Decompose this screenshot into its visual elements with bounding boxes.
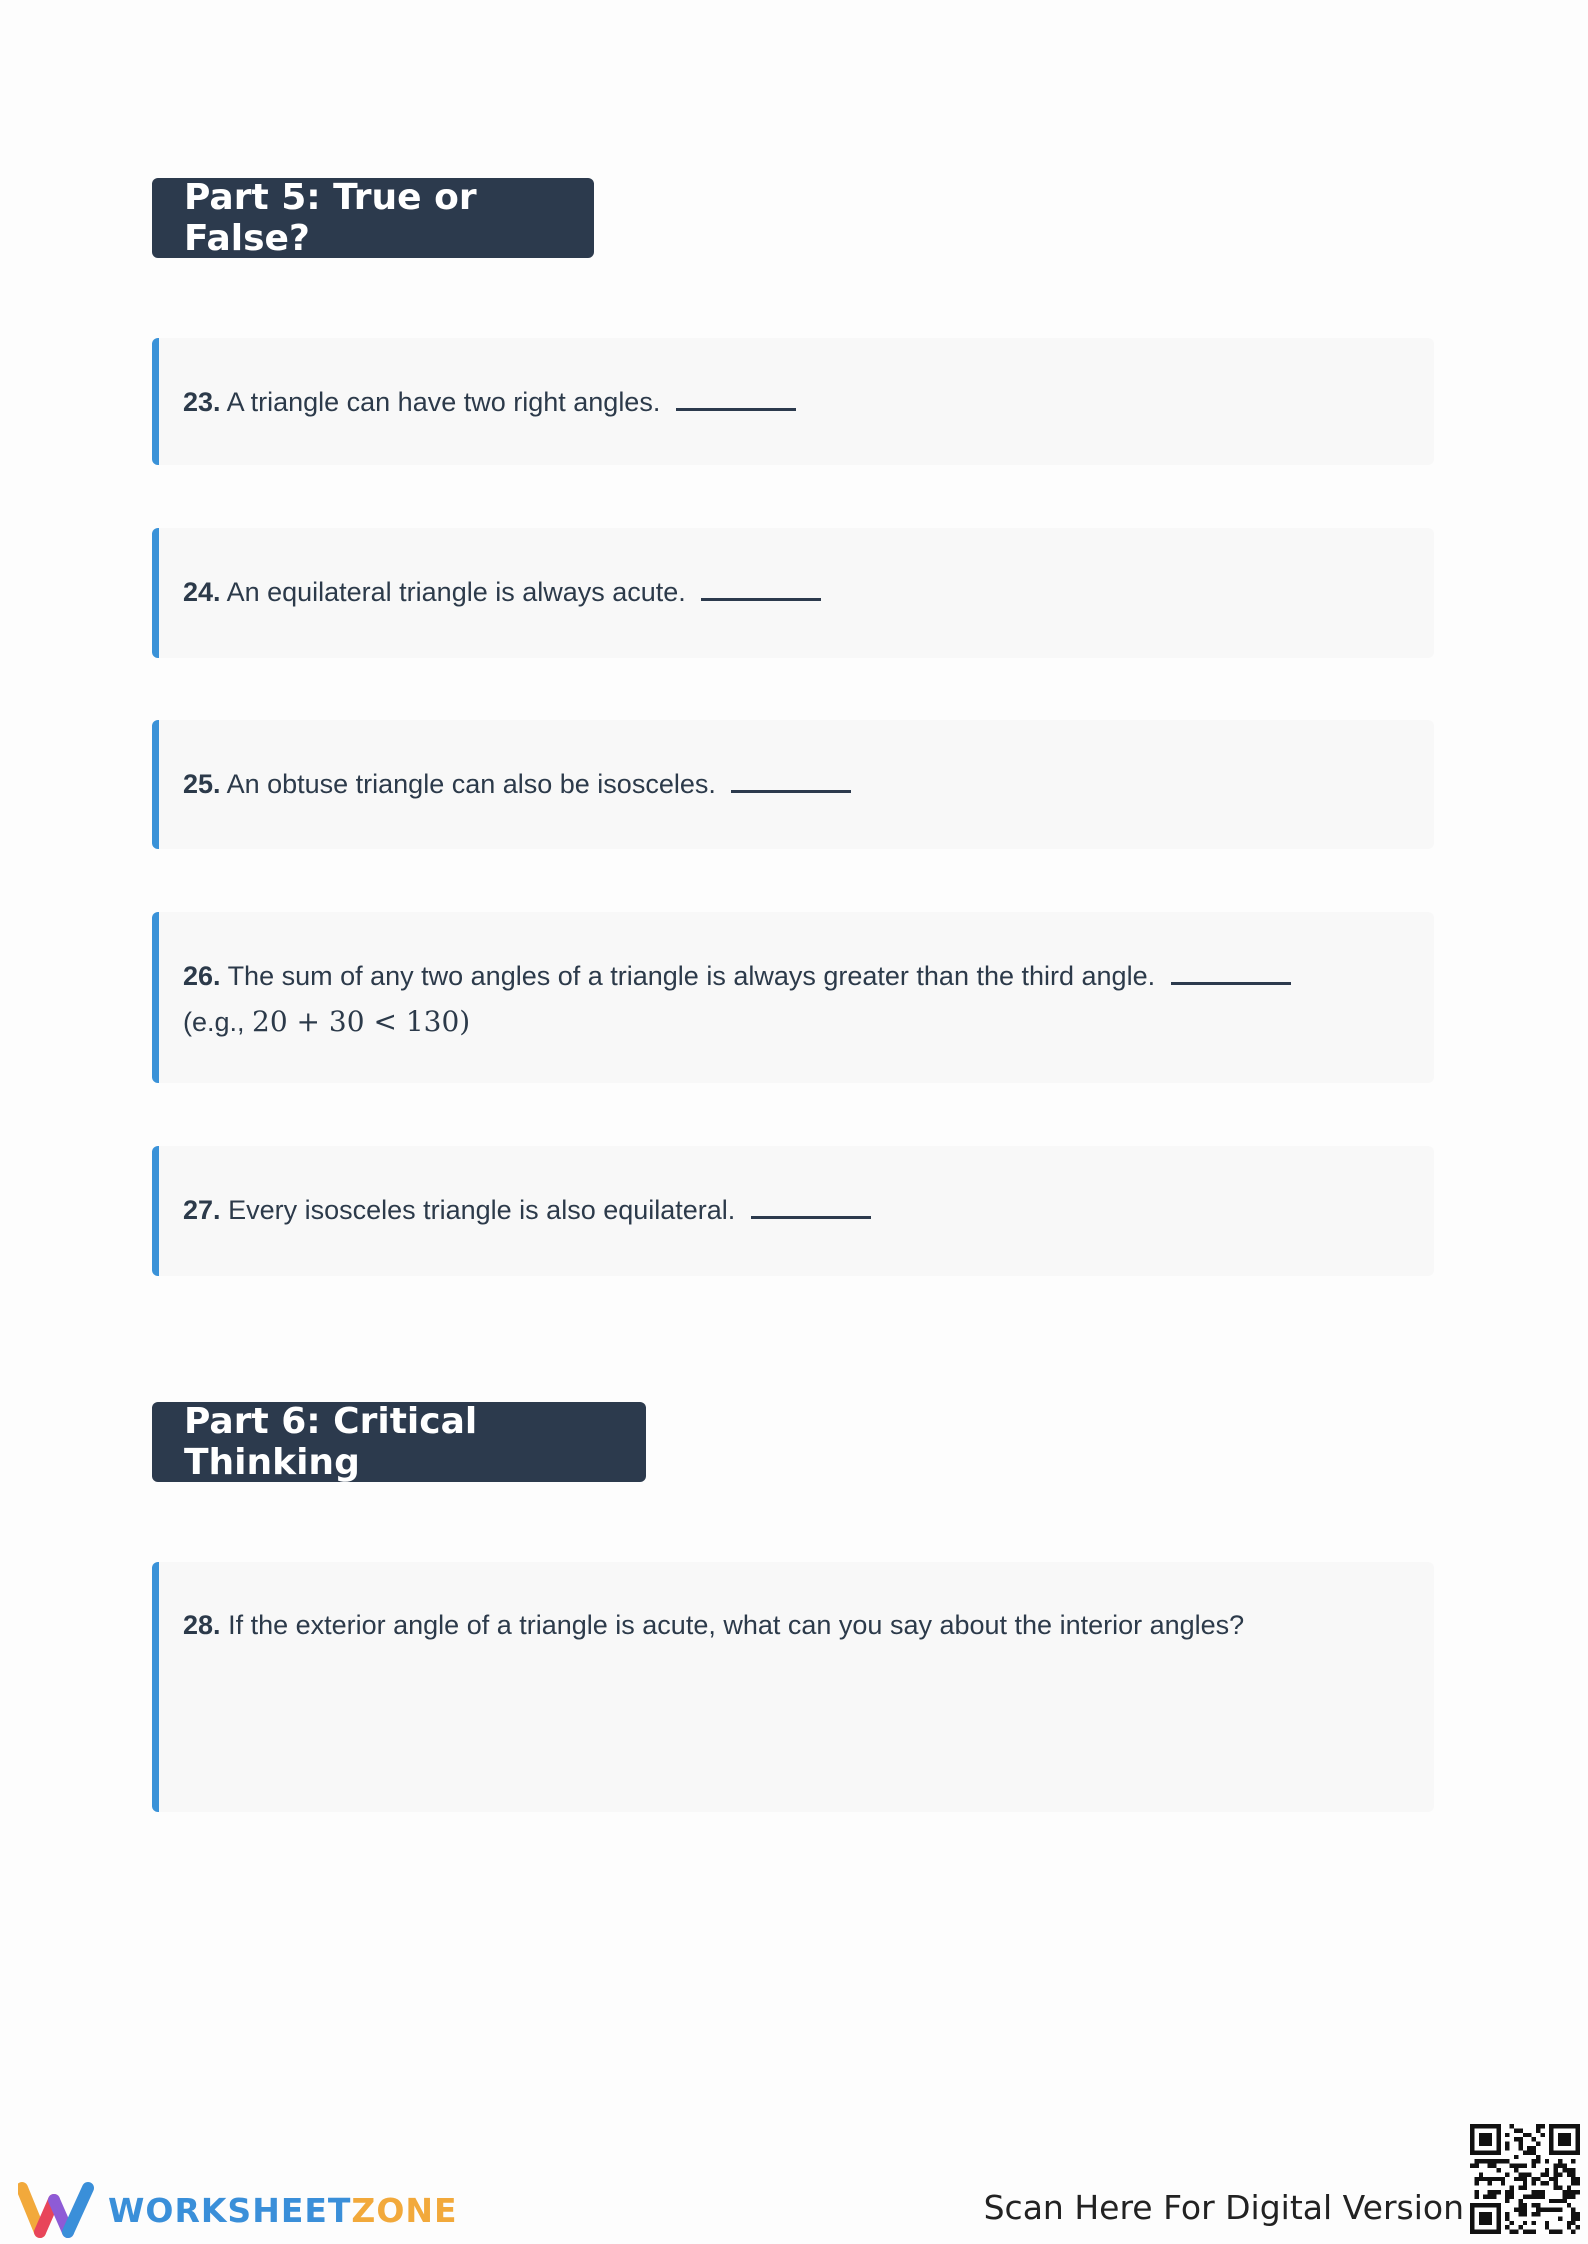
question-text: Every isosceles triangle is also equilateral. xyxy=(228,1195,736,1225)
scan-instruction: Scan Here For Digital Version xyxy=(983,2188,1464,2227)
qr-code-icon[interactable] xyxy=(1470,2124,1580,2234)
question-card-28[interactable] xyxy=(152,1562,1434,1812)
question-number: 24. xyxy=(183,577,221,607)
brand-name xyxy=(108,2191,458,2230)
question-card-26 xyxy=(152,912,1434,1083)
question-card-27 xyxy=(152,1146,1434,1276)
answer-blank-26[interactable] xyxy=(1171,952,1291,985)
question-card-23 xyxy=(152,338,1434,465)
answer-blank-27[interactable] xyxy=(751,1186,871,1219)
question-number: 25. xyxy=(183,769,221,799)
example-prefix: (e.g., xyxy=(183,1007,253,1037)
section-title: Part 5: True or False? xyxy=(184,177,477,259)
section-header-part-6 xyxy=(152,1402,646,1482)
example-math: 20 + 30 < 130 xyxy=(252,1005,460,1038)
answer-blank-25[interactable] xyxy=(731,760,851,793)
question-card-25 xyxy=(152,720,1434,849)
brand-part-2: ZONE xyxy=(351,2190,458,2230)
section-title: Part 6: Critical Thinking xyxy=(184,1401,478,1483)
section-header-part-5 xyxy=(152,178,594,258)
question-text: An obtuse triangle can also be isosceles. xyxy=(226,769,716,799)
question-number: 28. xyxy=(183,1610,221,1640)
answer-blank-23[interactable] xyxy=(676,378,796,411)
question-number: 27. xyxy=(183,1195,221,1225)
w-logo-icon xyxy=(18,2180,98,2240)
brand-part-1: WORKSHEET xyxy=(108,2190,352,2230)
question-card-24 xyxy=(152,528,1434,658)
answer-blank-24[interactable] xyxy=(701,568,821,601)
question-text: The sum of any two angles of a triangle is always greater than the third angle. xyxy=(227,961,1156,991)
question-text: A triangle can have two right angles. xyxy=(226,387,661,417)
question-text: If the exterior angle of a triangle is acute, what can you say about the interior angles? xyxy=(228,1610,1245,1640)
question-number: 26. xyxy=(183,961,221,991)
example-suffix: ) xyxy=(459,1005,471,1038)
question-number: 23. xyxy=(183,387,221,417)
question-text: An equilateral triangle is always acute. xyxy=(226,577,686,607)
worksheetzone-logo[interactable] xyxy=(18,2180,458,2240)
